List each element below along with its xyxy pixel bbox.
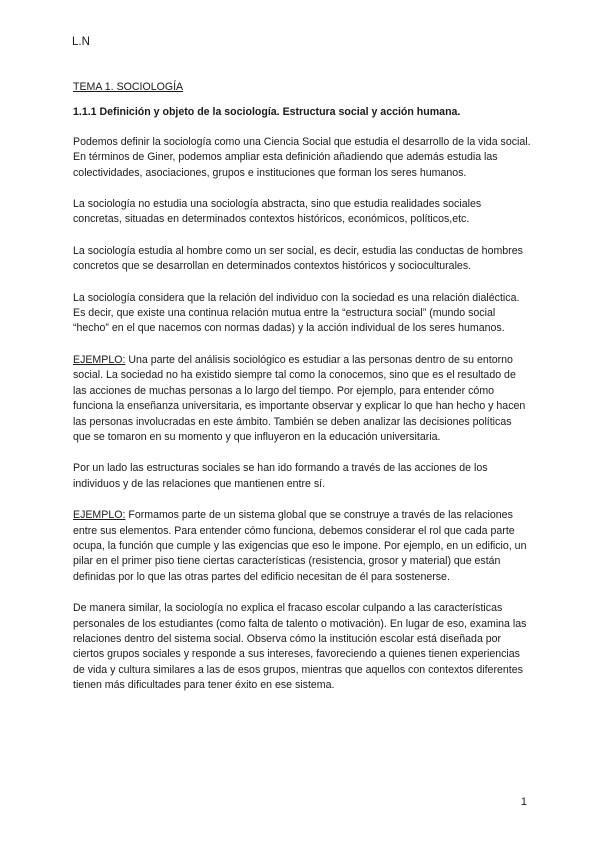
paragraph-school-failure	[73, 601, 531, 693]
topic-title: TEMA 1. SOCIOLOGÍA	[73, 81, 184, 93]
paragraph-example-building	[73, 508, 531, 585]
paragraph-text: Una parte del análisis sociológico es estudiar a las personas dentro de su entorno social. La sociedad no ha existido siempre tal como la conocemos, sino que es el resultado de las acciones de muchas personas a lo largo del tiempo. Por ejemplo, para entender cómo funciona la enseñanza universitaria, es importante observar y explicar lo que han hecho y hacen las personas involucradas en este ámbito. También se deben analizar las decisiones políticas que se tomaron en su momento y que influyeron en la educación universitaria.	[73, 353, 526, 443]
paragraph-text: De manera similar, la sociología no explica el fracaso escolar culpando a las características personales de los estudiantes (como falta de talento o motivación). En lugar de eso, examina las relaciones dentro del sistema social. Observa cómo la institución escolar está diseñada por ciertos grupos sociales y responde a sus intereses, favoreciendo a quienes tienen experiencias de vida y cultura similares a las de esos grupos, mientras que aquellos con contextos diferentes tienen más dificultades para tener éxito en ese sistema.	[73, 602, 527, 692]
page-number: 1	[520, 796, 527, 808]
paragraph-dialectic	[73, 291, 531, 337]
paragraph-definition	[73, 135, 531, 181]
example-label: EJEMPLO:	[73, 509, 126, 522]
paragraph-text: La sociología estudia al hombre como un ser social, es decir, estudia las conductas de hombres concretos que se desarrollan en determinados contextos históricos y socioculturales.	[73, 244, 523, 273]
paragraph-text: Podemos definir la sociología como una Ciencia Social que estudia el desarrollo de la vida social. En términos de Giner, podemos ampliar esta definición añadiendo que además estudia las colectividades, asociaciones, grupos e instituciones que forman los seres humanos.	[73, 135, 531, 179]
example-label: EJEMPLO:	[73, 353, 126, 366]
paragraph-concrete-realities	[73, 197, 531, 228]
author-initials: L.N	[72, 36, 90, 48]
paragraph-text: Por un lado las estructuras sociales se han ido formando a través de las acciones de los individuos y de las relaciones que mantienen entre sí.	[73, 462, 488, 490]
paragraph-text: La sociología no estudia una sociología abstracta, sino que estudia realidades sociales concretas, situadas en determinados contextos históricos, económicos, políticos,etc.	[73, 198, 482, 226]
document-body	[73, 80, 531, 710]
paragraph-social-structures	[73, 461, 531, 492]
paragraph-text: La sociología considera que la relación del individuo con la sociedad es una relación dialéctica. Es decir, que existe una continua relación mutua entre la “estructura social” (mundo social “hecho” en el que nacemos con normas dadas) y la acción individual de los seres humanos.	[73, 291, 520, 335]
paragraph-example-university	[73, 353, 531, 445]
section-heading: 1.1.1 Definición y objeto de la sociología. Estructura social y acción humana.	[73, 106, 461, 119]
paragraph-social-being	[73, 244, 531, 275]
paragraph-text: Formamos parte de un sistema global que se construye a través de las relaciones entre sus elementos. Para entender cómo funciona, debemos considerar el rol que cada parte ocupa, la función que cumple y las exigencias que eso le impone. Por ejemplo, en un edificio, un pilar en el primer piso tiene ciertas características (resistencia, grosor y material) que están definidas por lo que las otras partes del edificio necesitan de él para sostenerse.	[73, 509, 527, 583]
